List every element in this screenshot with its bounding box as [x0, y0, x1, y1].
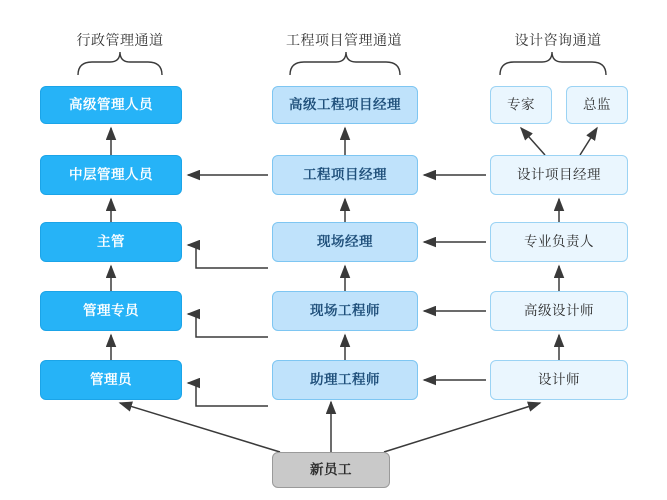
edge-eng2-admin2 [188, 314, 268, 337]
node-designer[interactable]: 设计师 [490, 360, 628, 400]
node-assistant-engineer[interactable]: 助理工程师 [272, 360, 418, 400]
edge-des4-director [580, 128, 597, 155]
node-design-project-manager[interactable]: 设计项目经理 [490, 155, 628, 195]
node-senior-designer[interactable]: 高级设计师 [490, 291, 628, 331]
node-expert[interactable]: 专家 [490, 86, 552, 124]
node-chief-director[interactable]: 总监 [566, 86, 628, 124]
node-discipline-lead[interactable]: 专业负责人 [490, 222, 628, 262]
bracket-design [500, 52, 606, 75]
node-site-manager[interactable]: 现场经理 [272, 222, 418, 262]
column-title-engineering: 工程项目管理通道 [286, 32, 402, 48]
node-supervisor[interactable]: 主管 [40, 222, 182, 262]
edge-des4-expert [521, 128, 545, 155]
column-title-design: 设计咨询通道 [514, 32, 602, 48]
node-engineering-project-manager[interactable]: 工程项目经理 [272, 155, 418, 195]
bracket-engineering [290, 52, 400, 75]
bracket-admin [78, 52, 162, 75]
edge-eng1-admin1 [188, 383, 268, 406]
node-new-employee[interactable]: 新员工 [272, 452, 390, 488]
node-management-specialist[interactable]: 管理专员 [40, 291, 182, 331]
node-administrator[interactable]: 管理员 [40, 360, 182, 400]
edge-new-des1 [384, 403, 540, 452]
node-middle-management[interactable]: 中层管理人员 [40, 155, 182, 195]
node-senior-engineering-project-manager[interactable]: 高级工程项目经理 [272, 86, 418, 124]
node-senior-management[interactable]: 高级管理人员 [40, 86, 182, 124]
edge-eng3-admin3 [188, 245, 268, 268]
edge-new-admin1 [120, 403, 280, 452]
node-site-engineer[interactable]: 现场工程师 [272, 291, 418, 331]
column-title-admin: 行政管理通道 [76, 32, 164, 48]
